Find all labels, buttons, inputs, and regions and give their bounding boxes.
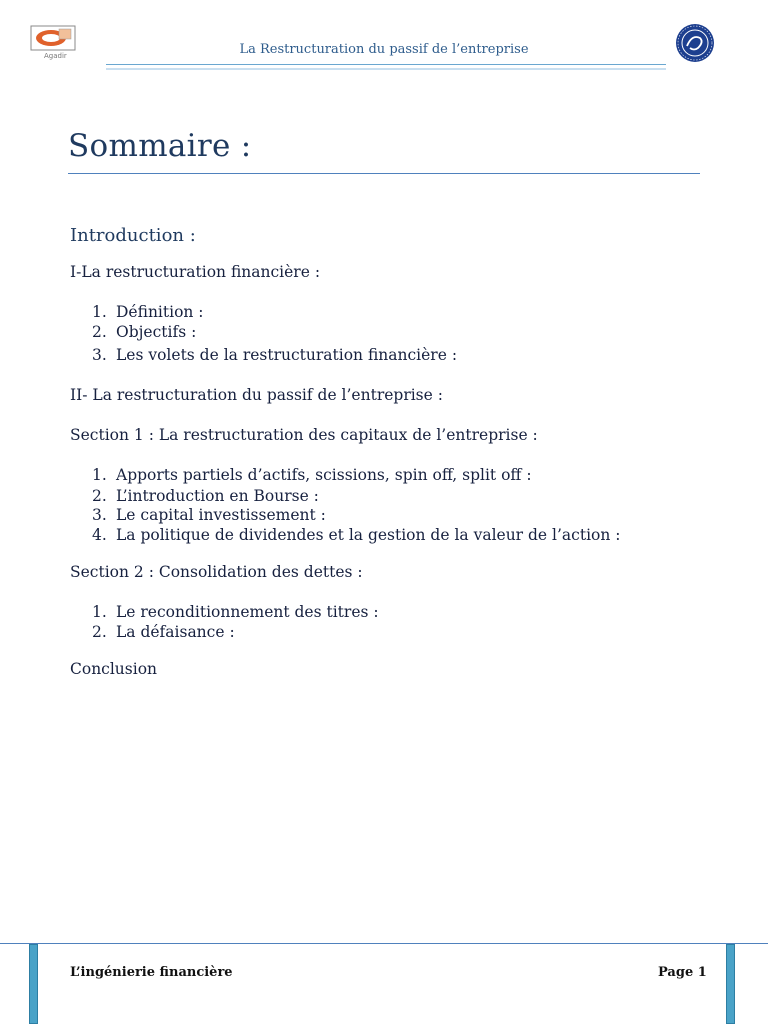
title-divider	[68, 173, 700, 174]
toc-section-1-item: 4. La politique de dividendes et la gestion de la valeur de l’action :	[92, 526, 621, 544]
toc-part-2: II- La restructuration du passif de l’entreprise :	[70, 386, 443, 404]
header-divider	[106, 64, 666, 65]
toc-part-1-item: 3. Les volets de la restructuration financière :	[92, 346, 458, 364]
toc-section-1: Section 1 : La restructuration des capitaux de l’entreprise :	[70, 426, 538, 444]
toc-section-2: Section 2 : Consolidation des dettes :	[70, 563, 363, 581]
toc-section-2-item: 2. La défaisance :	[92, 623, 235, 641]
toc-section-1-item: 1. Apports partiels d’actifs, scissions, spin off, split off :	[92, 466, 532, 484]
toc-introduction: Introduction :	[70, 225, 196, 246]
university-seal-icon	[670, 22, 720, 64]
toc-conclusion: Conclusion	[70, 660, 158, 678]
footer-divider	[0, 943, 768, 944]
toc-part-1-item: 1. Définition :	[92, 303, 204, 321]
toc-section-1-item: 2. L’introduction en Bourse :	[92, 487, 319, 505]
header-divider-shadow	[106, 68, 666, 70]
footer-course-name: L’ingénierie financière	[70, 965, 233, 980]
header-title: La Restructuration du passif de l’entreprise	[239, 42, 529, 57]
logo-caption: Agadir	[44, 52, 67, 60]
footer-left-bar	[29, 944, 38, 1024]
footer-right-bar	[726, 944, 735, 1024]
toc-part-1: I-La restructuration financière :	[70, 263, 321, 281]
toc-part-1-item: 2. Objectifs :	[92, 323, 197, 341]
toc-section-1-item: 3. Le capital investissement :	[92, 506, 326, 524]
page-title: Sommaire :	[68, 128, 252, 164]
toc-section-2-item: 1. Le reconditionnement des titres :	[92, 603, 379, 621]
page-number: Page 1	[658, 965, 707, 980]
